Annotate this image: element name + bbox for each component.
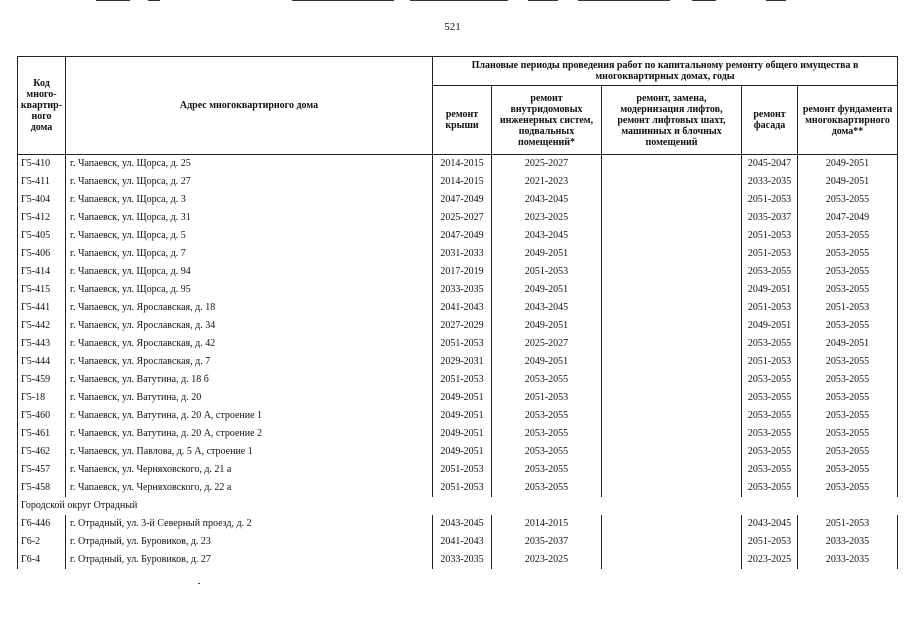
cell-foundation: 2053-2055 (798, 245, 898, 263)
cell-address: г. Чапаевск, ул. Щорса, д. 31 (66, 209, 433, 227)
cell-elevators (602, 155, 742, 174)
cell-code: Г5-414 (18, 263, 66, 281)
cell-foundation: 2053-2055 (798, 461, 898, 479)
cell-code: Г5-462 (18, 443, 66, 461)
cell-address: г. Чапаевск, ул. Щорса, д. 7 (66, 245, 433, 263)
cell-foundation: 2053-2055 (798, 425, 898, 443)
cell-foundation: 2053-2055 (798, 353, 898, 371)
cell-roof: 2047-2049 (433, 191, 492, 209)
table-row (18, 389, 898, 407)
table-row (18, 515, 898, 533)
cell-facade: 2053-2055 (742, 371, 798, 389)
cell-facade: 2033-2035 (742, 173, 798, 191)
cell-address: г. Отрадный, ул. Буровиков, д. 23 (66, 533, 433, 551)
cell-address: г. Отрадный, ул. Буровиков, д. 27 (66, 551, 433, 569)
cell-elevators (602, 191, 742, 209)
cell-facade: 2023-2025 (742, 551, 798, 569)
cell-facade: 2053-2055 (742, 479, 798, 497)
cell-code: Г5-410 (18, 155, 66, 174)
cell-foundation: 2053-2055 (798, 227, 898, 245)
cell-roof: 2014-2015 (433, 155, 492, 174)
cell-elevators (602, 245, 742, 263)
table-row (18, 281, 898, 299)
cell-address: г. Отрадный, ул. 3-й Северный проезд, д. 2 (66, 515, 433, 533)
cell-address: г. Чапаевск, ул. Щорса, д. 94 (66, 263, 433, 281)
cell-foundation: 2047-2049 (798, 209, 898, 227)
cell-elevators (602, 479, 742, 497)
cell-engineering: 2053-2055 (492, 425, 602, 443)
cell-foundation: 2053-2055 (798, 263, 898, 281)
cell-engineering: 2023-2025 (492, 551, 602, 569)
cell-engineering: 2014-2015 (492, 515, 602, 533)
cell-foundation: 2053-2055 (798, 479, 898, 497)
cell-code: Г5-405 (18, 227, 66, 245)
table-row (18, 371, 898, 389)
cell-code: Г5-441 (18, 299, 66, 317)
cell-engineering: 2053-2055 (492, 371, 602, 389)
cell-facade: 2051-2053 (742, 533, 798, 551)
cell-code: Г5-404 (18, 191, 66, 209)
cell-address: г. Чапаевск, ул. Ватутина, д. 20 А, строение 2 (66, 425, 433, 443)
cell-foundation: 2053-2055 (798, 407, 898, 425)
table-row (18, 191, 898, 209)
cell-address: г. Чапаевск, ул. Павлова, д. 5 А, строение 1 (66, 443, 433, 461)
cell-roof: 2041-2043 (433, 299, 492, 317)
cell-roof: 2051-2053 (433, 335, 492, 353)
cell-address: г. Чапаевск, ул. Ватутина, д. 18 б (66, 371, 433, 389)
header-elevators: ремонт, замена, модернизация лифтов, ремонт лифтовых шахт, машинных и блочных помещений (602, 86, 742, 155)
cell-engineering: 2021-2023 (492, 173, 602, 191)
cell-facade: 2053-2055 (742, 425, 798, 443)
cell-address: г. Чапаевск, ул. Щорса, д. 5 (66, 227, 433, 245)
cell-engineering: 2053-2055 (492, 443, 602, 461)
cell-code: Г5-443 (18, 335, 66, 353)
cell-facade: 2053-2055 (742, 407, 798, 425)
cell-roof: 2043-2045 (433, 515, 492, 533)
cell-elevators (602, 443, 742, 461)
header-address: Адрес многоквартирного дома (66, 57, 433, 155)
cell-facade: 2053-2055 (742, 443, 798, 461)
cell-elevators (602, 389, 742, 407)
cell-engineering: 2025-2027 (492, 335, 602, 353)
cell-address: г. Чапаевск, ул. Черняховского, д. 21 а (66, 461, 433, 479)
cell-elevators (602, 317, 742, 335)
cell-address: г. Чапаевск, ул. Ватутина, д. 20 А, строение 1 (66, 407, 433, 425)
cell-facade: 2049-2051 (742, 317, 798, 335)
cell-foundation: 2053-2055 (798, 389, 898, 407)
cell-code: Г5-415 (18, 281, 66, 299)
cell-elevators (602, 425, 742, 443)
cell-elevators (602, 173, 742, 191)
cell-elevators (602, 263, 742, 281)
cell-elevators (602, 371, 742, 389)
cell-elevators (602, 461, 742, 479)
section-row (18, 497, 898, 515)
cell-elevators (602, 299, 742, 317)
cell-facade: 2051-2053 (742, 353, 798, 371)
cell-roof: 2029-2031 (433, 353, 492, 371)
cell-elevators (602, 533, 742, 551)
table-row (18, 407, 898, 425)
cell-roof: 2014-2015 (433, 173, 492, 191)
table-row (18, 245, 898, 263)
cell-engineering: 2051-2053 (492, 263, 602, 281)
cell-foundation: 2033-2035 (798, 551, 898, 569)
section-title: Городской округ Отрадный (18, 497, 898, 515)
table-row (18, 317, 898, 335)
table-row (18, 461, 898, 479)
cell-roof: 2033-2035 (433, 281, 492, 299)
table-row (18, 551, 898, 569)
table-row (18, 173, 898, 191)
scan-edge-strokes (0, 0, 905, 4)
cell-facade: 2053-2055 (742, 335, 798, 353)
cell-roof: 2047-2049 (433, 227, 492, 245)
table-row (18, 479, 898, 497)
cell-elevators (602, 353, 742, 371)
cell-roof: 2017-2019 (433, 263, 492, 281)
cell-facade: 2051-2053 (742, 227, 798, 245)
cell-engineering: 2053-2055 (492, 479, 602, 497)
cell-foundation: 2033-2035 (798, 533, 898, 551)
cell-address: г. Чапаевск, ул. Ярославская, д. 34 (66, 317, 433, 335)
header-roof: ремонт крыши (433, 86, 492, 155)
cell-code: Г5-442 (18, 317, 66, 335)
cell-engineering: 2049-2051 (492, 317, 602, 335)
cell-roof: 2051-2053 (433, 461, 492, 479)
cell-code: Г5-461 (18, 425, 66, 443)
cell-roof: 2049-2051 (433, 443, 492, 461)
cell-foundation: 2053-2055 (798, 281, 898, 299)
table-row (18, 335, 898, 353)
cell-roof: 2049-2051 (433, 389, 492, 407)
cell-engineering: 2053-2055 (492, 461, 602, 479)
cell-code: Г6-446 (18, 515, 66, 533)
table-row (18, 155, 898, 174)
cell-engineering: 2053-2055 (492, 407, 602, 425)
cell-engineering: 2023-2025 (492, 209, 602, 227)
cell-address: г. Чапаевск, ул. Черняховского, д. 22 а (66, 479, 433, 497)
header-foundation: ремонт фундамента многоквартирного дома** (798, 86, 898, 155)
cell-engineering: 2043-2045 (492, 191, 602, 209)
header-engineering: ремонт внутридомовых инженерных систем, подвальных помещений* (492, 86, 602, 155)
table-row (18, 443, 898, 461)
cell-address: г. Чапаевск, ул. Щорса, д. 27 (66, 173, 433, 191)
cell-elevators (602, 335, 742, 353)
cell-code: Г5-406 (18, 245, 66, 263)
cell-roof: 2049-2051 (433, 425, 492, 443)
cell-code: Г5-457 (18, 461, 66, 479)
header-facade: ремонт фасада (742, 86, 798, 155)
cell-engineering: 2049-2051 (492, 353, 602, 371)
cell-elevators (602, 551, 742, 569)
cell-foundation: 2053-2055 (798, 443, 898, 461)
cell-engineering: 2043-2045 (492, 227, 602, 245)
table-row (18, 209, 898, 227)
scan-speck (198, 583, 200, 584)
cell-address: г. Чапаевск, ул. Щорса, д. 95 (66, 281, 433, 299)
cell-foundation: 2053-2055 (798, 317, 898, 335)
table-row (18, 227, 898, 245)
cell-address: г. Чапаевск, ул. Ярославская, д. 18 (66, 299, 433, 317)
page-number: 521 (444, 21, 461, 33)
cell-facade: 2049-2051 (742, 281, 798, 299)
table-body (18, 155, 898, 570)
cell-code: Г5-458 (18, 479, 66, 497)
cell-facade: 2043-2045 (742, 515, 798, 533)
cell-facade: 2053-2055 (742, 389, 798, 407)
cell-foundation: 2049-2051 (798, 155, 898, 174)
cell-code: Г6-2 (18, 533, 66, 551)
cell-foundation: 2053-2055 (798, 191, 898, 209)
cell-roof: 2027-2029 (433, 317, 492, 335)
cell-foundation: 2051-2053 (798, 299, 898, 317)
cell-foundation: 2049-2051 (798, 335, 898, 353)
cell-roof: 2033-2035 (433, 551, 492, 569)
cell-roof: 2025-2027 (433, 209, 492, 227)
cell-code: Г5-460 (18, 407, 66, 425)
cell-code: Г6-4 (18, 551, 66, 569)
table-row (18, 425, 898, 443)
capital-repair-schedule-table (17, 56, 898, 569)
cell-address: г. Чапаевск, ул. Ярославская, д. 7 (66, 353, 433, 371)
table-row (18, 353, 898, 371)
cell-facade: 2051-2053 (742, 299, 798, 317)
cell-address: г. Чапаевск, ул. Ватутина, д. 20 (66, 389, 433, 407)
cell-address: г. Чапаевск, ул. Щорса, д. 25 (66, 155, 433, 174)
cell-elevators (602, 209, 742, 227)
cell-elevators (602, 281, 742, 299)
cell-elevators (602, 227, 742, 245)
cell-engineering: 2043-2045 (492, 299, 602, 317)
table-row (18, 533, 898, 551)
cell-foundation: 2049-2051 (798, 173, 898, 191)
cell-roof: 2049-2051 (433, 407, 492, 425)
cell-roof: 2041-2043 (433, 533, 492, 551)
header-periods: Плановые периоды проведения работ по капитальному ремонту общего имущества в многоквартирных домах, годы (433, 57, 898, 86)
cell-facade: 2035-2037 (742, 209, 798, 227)
cell-engineering: 2049-2051 (492, 245, 602, 263)
cell-code: Г5-444 (18, 353, 66, 371)
header-code: Код много-квартир-ного дома (18, 57, 66, 155)
cell-facade: 2051-2053 (742, 245, 798, 263)
cell-foundation: 2053-2055 (798, 371, 898, 389)
cell-engineering: 2035-2037 (492, 533, 602, 551)
cell-engineering: 2025-2027 (492, 155, 602, 174)
cell-facade: 2051-2053 (742, 191, 798, 209)
cell-roof: 2051-2053 (433, 479, 492, 497)
cell-engineering: 2049-2051 (492, 281, 602, 299)
cell-code: Г5-459 (18, 371, 66, 389)
cell-elevators (602, 515, 742, 533)
cell-code: Г5-411 (18, 173, 66, 191)
table-row (18, 299, 898, 317)
cell-facade: 2053-2055 (742, 461, 798, 479)
cell-elevators (602, 407, 742, 425)
cell-engineering: 2051-2053 (492, 389, 602, 407)
cell-address: г. Чапаевск, ул. Ярославская, д. 42 (66, 335, 433, 353)
cell-code: Г5-18 (18, 389, 66, 407)
cell-roof: 2051-2053 (433, 371, 492, 389)
cell-facade: 2053-2055 (742, 263, 798, 281)
cell-roof: 2031-2033 (433, 245, 492, 263)
table-row (18, 263, 898, 281)
cell-facade: 2045-2047 (742, 155, 798, 174)
cell-code: Г5-412 (18, 209, 66, 227)
cell-address: г. Чапаевск, ул. Щорса, д. 3 (66, 191, 433, 209)
cell-foundation: 2051-2053 (798, 515, 898, 533)
